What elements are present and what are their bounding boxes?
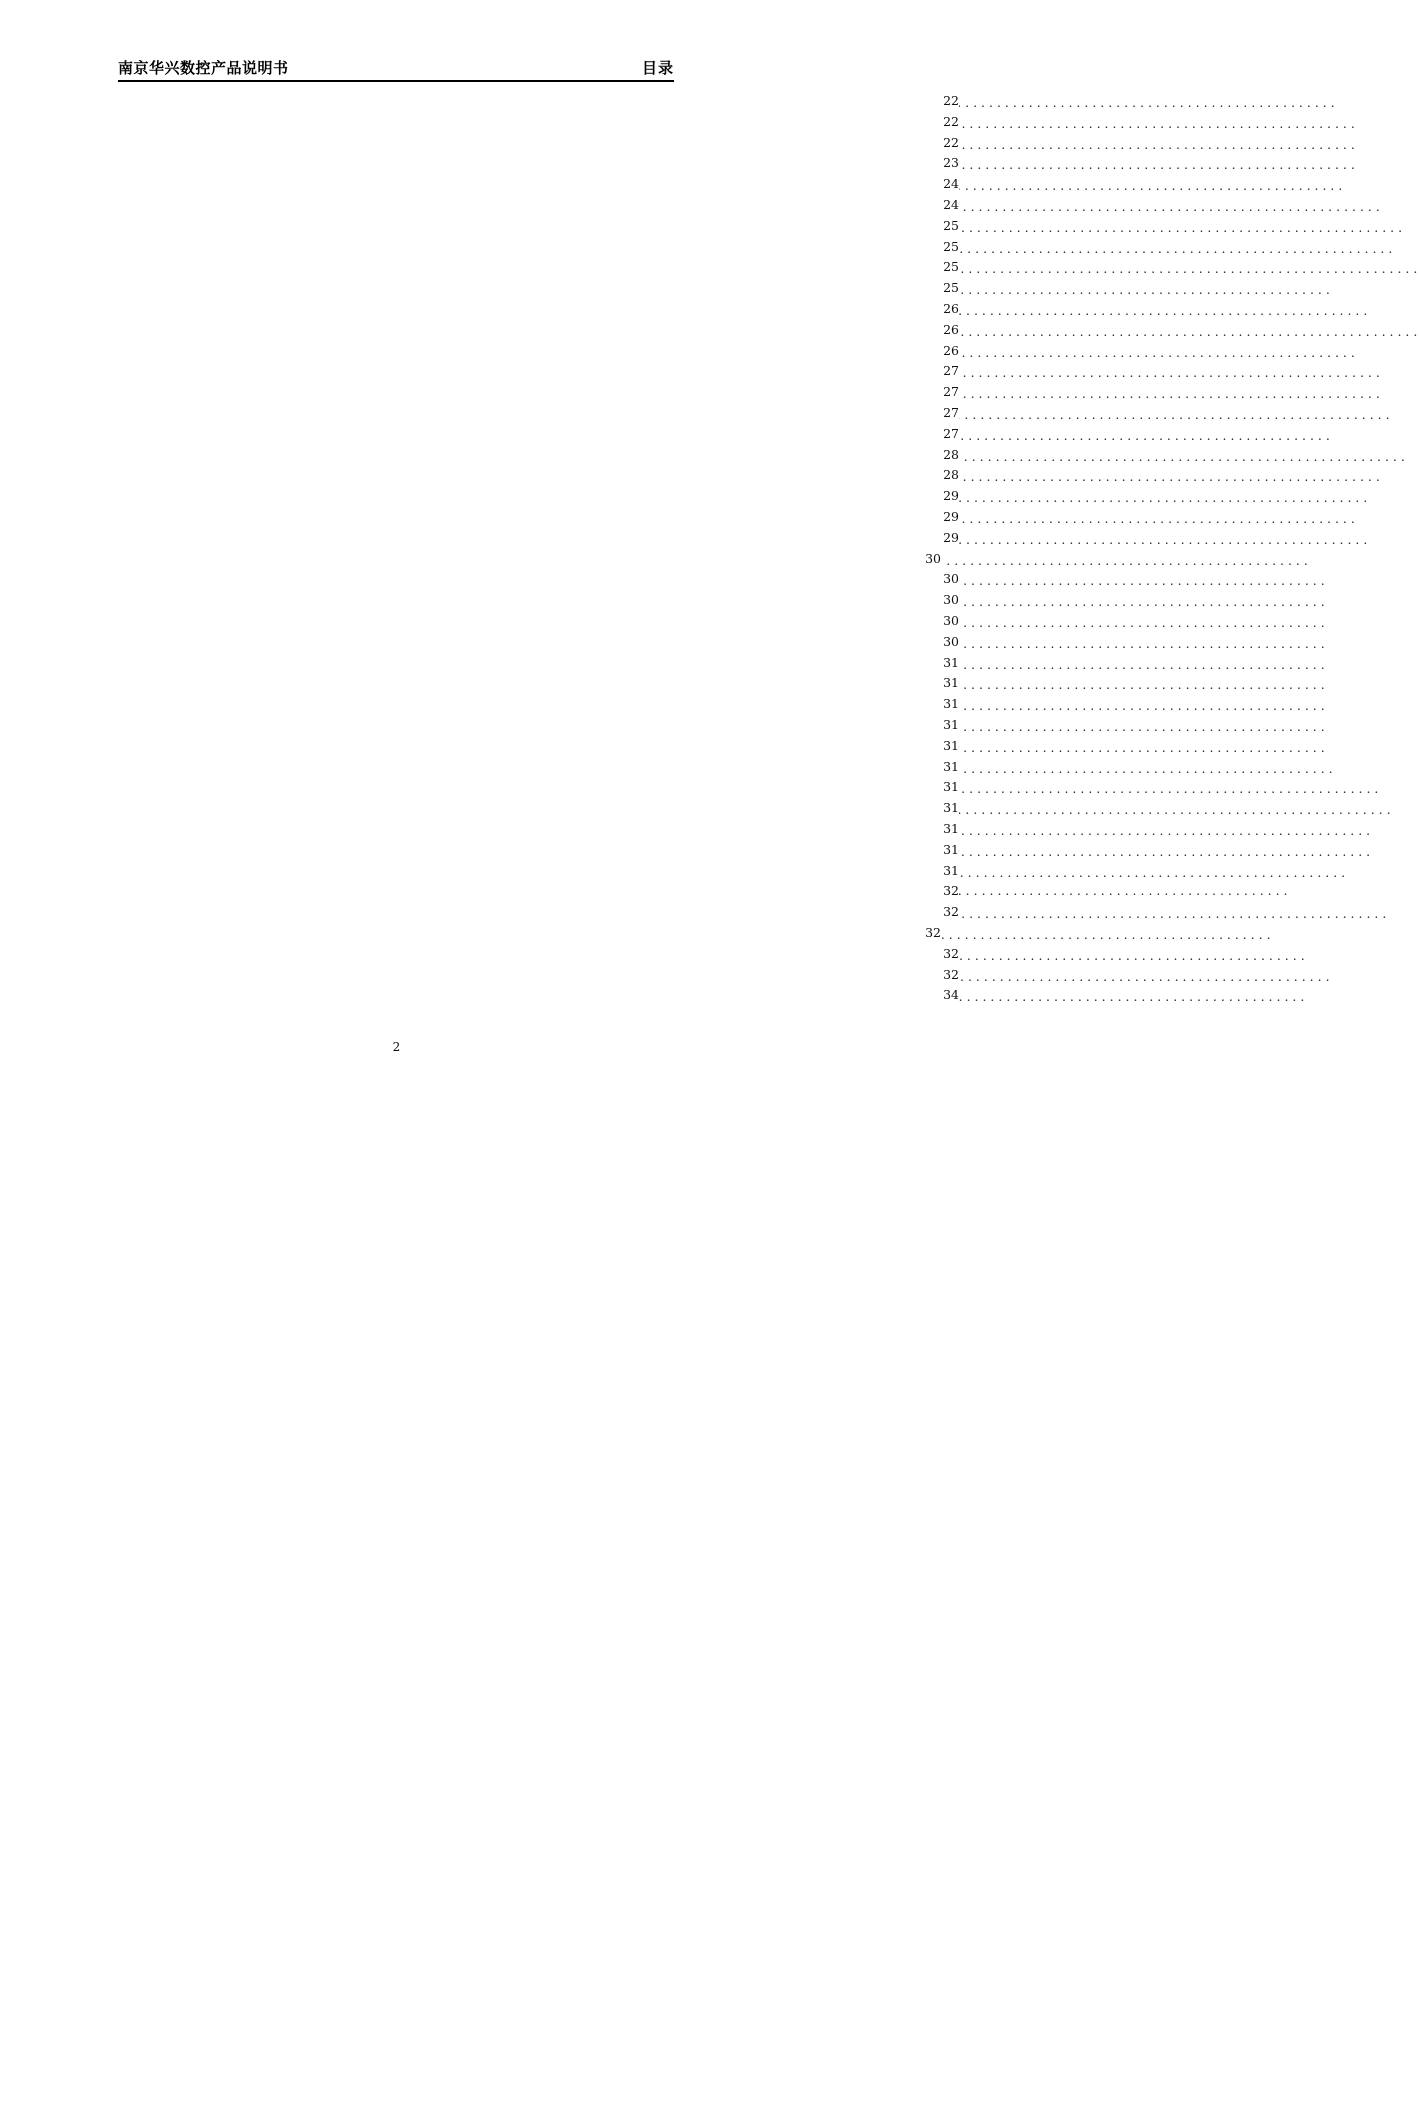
toc-entry[interactable]	[166, 987, 959, 1007]
toc-entry-page: 27	[166, 426, 959, 1548]
page-number: 2	[392, 1040, 401, 1054]
toc-entry[interactable]	[166, 883, 959, 903]
toc-entry[interactable]	[166, 592, 959, 612]
toc-entry[interactable]	[166, 197, 959, 217]
toc-entry[interactable]	[166, 529, 959, 550]
toc-entry-page: 30	[166, 571, 959, 1693]
toc-entry-page: 32	[166, 946, 959, 2068]
toc-entry-page: 31	[166, 842, 959, 1964]
toc-entry[interactable]	[166, 259, 959, 279]
toc-entry[interactable]	[166, 966, 959, 987]
toc-entry[interactable]	[166, 217, 959, 238]
toc-entry-page: 24	[166, 197, 959, 1319]
toc-entry[interactable]	[166, 758, 959, 779]
toc-entry[interactable]	[166, 280, 959, 300]
toc-entry[interactable]	[166, 841, 959, 862]
toc-entry[interactable]	[148, 925, 941, 945]
toc-entry[interactable]	[148, 550, 941, 571]
toc-entry-page: 32	[166, 904, 959, 2026]
toc-entry[interactable]	[166, 113, 959, 134]
toc-entry-page: 22	[166, 114, 959, 1236]
toc-entry[interactable]	[166, 654, 959, 675]
toc-entry-page: 25	[166, 218, 959, 1340]
toc-entry[interactable]	[166, 717, 959, 737]
toc-entry[interactable]	[166, 405, 959, 425]
toc-entry-page: 31	[166, 717, 959, 1839]
toc-entry[interactable]	[166, 467, 959, 487]
toc-entry[interactable]	[166, 737, 959, 758]
toc-entry[interactable]	[166, 134, 959, 155]
toc-entry[interactable]	[166, 675, 959, 695]
toc-entry[interactable]	[166, 800, 959, 820]
toc-entry-page: 30	[166, 613, 959, 1735]
document-page	[0, 0, 959, 1122]
toc-entry-page: 31	[166, 675, 959, 1797]
toc-entry-page: 28	[166, 467, 959, 1589]
toc-entry[interactable]	[166, 238, 959, 259]
document-title: 南京华兴数控产品说明书	[118, 59, 289, 77]
toc-entry-page: 30	[166, 592, 959, 1714]
toc-entry[interactable]	[166, 446, 959, 467]
toc-entry[interactable]	[166, 363, 959, 383]
toc-entry-page: 28	[166, 447, 959, 1569]
toc-entry[interactable]	[166, 342, 959, 363]
toc-entry-page: 31	[166, 696, 959, 1818]
toc-entry-page: 32	[166, 883, 959, 2005]
toc-entry-page: 31	[166, 821, 959, 1943]
toc-entry[interactable]	[166, 425, 959, 446]
toc-entry-page: 27	[166, 405, 959, 1527]
toc-entry[interactable]	[166, 488, 959, 508]
toc-entry[interactable]	[166, 321, 959, 342]
toc-entry-page: 22	[166, 135, 959, 1257]
toc-entry[interactable]	[166, 384, 959, 404]
toc-entry-page: 29	[166, 488, 959, 1610]
toc-entry[interactable]	[166, 862, 959, 883]
toc-entry-page: 23	[166, 155, 959, 1277]
toc-entry-page: 32	[148, 925, 941, 2047]
toc-entry-page: 31	[166, 863, 959, 1985]
toc-entry-page: 22	[166, 93, 959, 1215]
toc-entry-page: 31	[166, 655, 959, 1777]
toc-entry[interactable]	[166, 696, 959, 716]
toc-entry-page: 26	[166, 322, 959, 1444]
toc-entry-page: 29	[166, 509, 959, 1631]
toc-entry-page: 32	[166, 967, 959, 2089]
toc-entry[interactable]	[166, 93, 959, 113]
toc-entry-page: 24	[166, 176, 959, 1298]
toc-entry[interactable]	[166, 904, 959, 924]
toc-entry-page: 30	[148, 551, 941, 1673]
toc-entry-page: 25	[166, 280, 959, 1402]
toc-entry[interactable]	[166, 176, 959, 196]
toc-entry-page: 34	[166, 987, 959, 2109]
toc-entry[interactable]	[166, 821, 959, 841]
toc-entry-page: 29	[166, 530, 959, 1652]
toc-entry[interactable]	[166, 633, 959, 654]
toc-entry-page: 31	[166, 738, 959, 1860]
toc-entry[interactable]	[166, 779, 959, 799]
toc-entry[interactable]	[166, 155, 959, 175]
toc-entry-page: 27	[166, 384, 959, 1506]
toc-entry[interactable]	[166, 613, 959, 633]
toc-entry-page: 30	[166, 634, 959, 1756]
toc-entry-page: 27	[166, 363, 959, 1485]
toc-entry-page: 25	[166, 259, 959, 1381]
toc-entry-page: 31	[166, 800, 959, 1922]
toc-entry[interactable]	[166, 301, 959, 321]
toc-entry[interactable]	[166, 945, 959, 966]
toc-entry-page: 26	[166, 301, 959, 1423]
toc-entry-page: 31	[166, 779, 959, 1901]
section-title: 目录	[641, 59, 674, 77]
toc-entry[interactable]	[166, 571, 959, 591]
toc-entry-page: 31	[166, 759, 959, 1881]
toc-entry-page: 26	[166, 343, 959, 1465]
header-rule	[118, 80, 674, 82]
toc-entry[interactable]	[166, 509, 959, 529]
page-header	[118, 55, 674, 79]
toc-entry-page: 25	[166, 239, 959, 1361]
